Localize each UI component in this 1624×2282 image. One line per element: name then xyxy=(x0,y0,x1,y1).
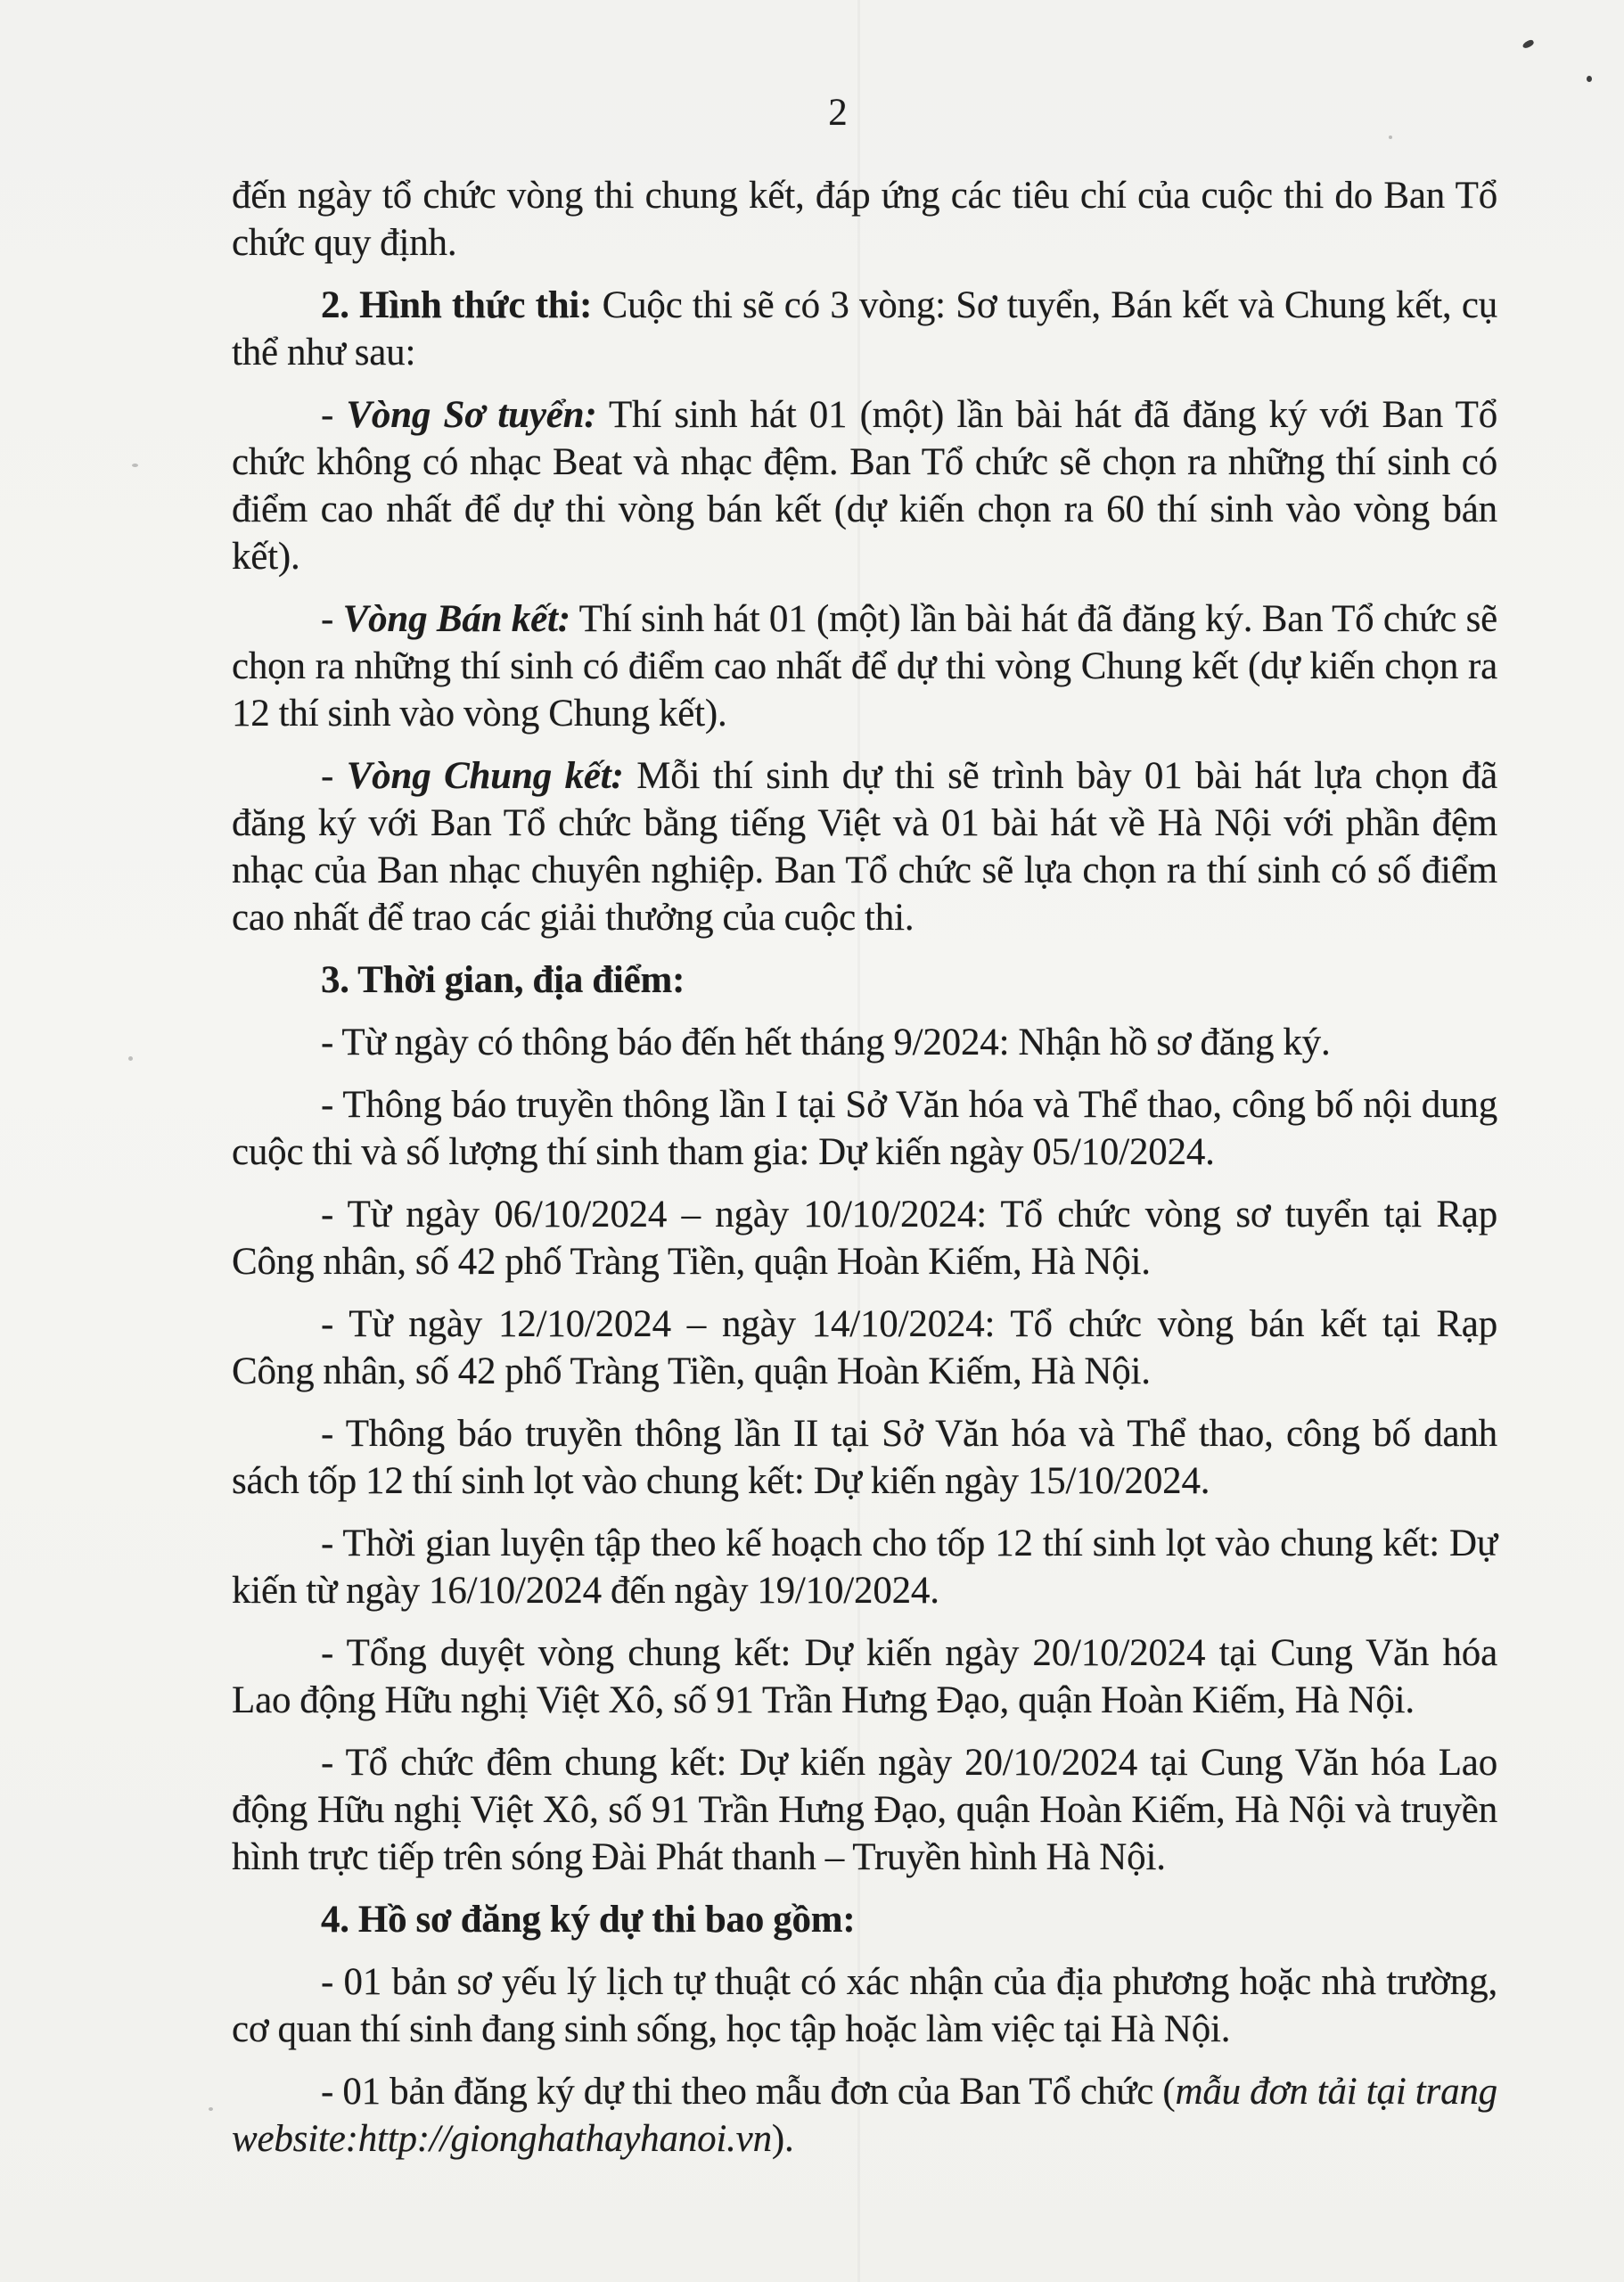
text-run: - xyxy=(321,598,343,640)
ink-speck xyxy=(1389,135,1392,139)
text-run: mẫu đơn tải tại trang website:http://gionghathayhanoi.vn xyxy=(232,2071,1497,2160)
para-tong-duyet xyxy=(232,1629,1497,1724)
text-run: - xyxy=(321,394,347,436)
para-thoi-gian-luyen-tap xyxy=(232,1520,1497,1614)
text-run: 4. Hồ sơ đăng ký dự thi bao gồm: xyxy=(321,1899,856,1941)
document-body xyxy=(232,172,1497,2178)
text-run: đến ngày tổ chức vòng thi chung kết, đáp ứng các tiêu chí của cuộc thi do Ban Tổ chức quy định. xyxy=(232,175,1497,264)
ink-speck xyxy=(209,2107,213,2111)
para-truyen-thong-lan-2 xyxy=(232,1410,1497,1505)
text-run: - 01 bản đăng ký dự thi theo mẫu đơn của Ban Tổ chức ( xyxy=(321,2071,1176,2113)
text-run: ). xyxy=(771,2118,794,2160)
para-lich-vong-ban-ket xyxy=(232,1301,1497,1395)
para-truyen-thong-lan-1 xyxy=(232,1081,1497,1176)
text-run: - Từ ngày có thông báo đến hết tháng 9/2024: Nhận hồ sơ đăng ký. xyxy=(321,1022,1331,1063)
para-don-dang-ky xyxy=(232,2068,1497,2163)
para-vong-so-tuyen xyxy=(232,391,1497,580)
para-section-3-thoi-gian-dia-diem xyxy=(232,956,1497,1004)
ink-speck xyxy=(1521,39,1535,50)
para-vong-chung-ket xyxy=(232,752,1497,941)
text-run: - Từ ngày 06/10/2024 – ngày 10/10/2024: Tổ chức vòng sơ tuyển tại Rạp Công nhân, số 42 phố Tràng Tiền, quận Hoàn Kiếm, Hà Nội. xyxy=(232,1194,1497,1283)
text-run: - 01 bản sơ yếu lý lịch tự thuật có xác nhận của địa phương hoặc nhà trường, cơ quan thí sinh đang sinh sống, học tập hoặc làm việc tại Hà Nội. xyxy=(232,1961,1497,2050)
ink-speck xyxy=(128,1056,133,1061)
text-run: Cuộc thi sẽ có 3 vòng: Sơ tuyển, Bán kết và Chung kết, cụ thể như sau: xyxy=(232,284,1498,373)
text-run: Mỗi thí sinh dự thi sẽ trình bày 01 bài hát lựa chọn đã đăng ký với Ban Tổ chức bằng tiếng Việt và 01 bài hát về Hà Nội với phần đệm nhạc của Ban nhạc chuyên nghiệp. Ban Tổ chức sẽ lựa chọn ra thí sinh có số điểm cao nhất để trao các giải thưởng của cuộc thi. xyxy=(232,755,1497,939)
text-run: Thí sinh hát 01 (một) lần bài hát đã đăng ký. Ban Tổ chức sẽ chọn ra những thí sinh có điểm cao nhất để dự thi vòng Chung kết (dự kiến chọn ra 12 thí sinh vào vòng Chung kết). xyxy=(232,598,1497,735)
text-run: 2. Hình thức thi: xyxy=(321,284,593,326)
para-section-4-ho-so-dang-ky xyxy=(232,1896,1497,1943)
para-lich-vong-so-tuyen xyxy=(232,1191,1497,1285)
para-nhan-ho-so xyxy=(232,1019,1497,1066)
para-so-yeu-ly-lich xyxy=(232,1958,1497,2053)
text-run: 3. Thời gian, địa điểm: xyxy=(321,959,685,1001)
text-run: Vòng Chung kết: xyxy=(346,755,624,797)
text-run: - Thông báo truyền thông lần I tại Sở Văn hóa và Thể thao, công bố nội dung cuộc thi và số lượng thí sinh tham gia: Dự kiến ngày 05/10/2024. xyxy=(232,1084,1497,1173)
para-vong-ban-ket xyxy=(232,595,1497,737)
para-continuation xyxy=(232,172,1497,267)
page-number: 2 xyxy=(828,92,848,134)
ink-speck xyxy=(1587,76,1592,82)
text-run: Vòng Sơ tuyển: xyxy=(346,394,597,436)
text-run: Vòng Bán kết: xyxy=(342,598,570,640)
text-run: Thí sinh hát 01 (một) lần bài hát đã đăng ký với Ban Tổ chức không có nhạc Beat và nhạc đệm. Ban Tổ chức sẽ chọn ra những thí sinh có điểm cao nhất để dự thi vòng bán kết (dự kiến chọn ra 60 thí sinh vào vòng bán kết). xyxy=(232,394,1497,578)
text-run: - Thời gian luyện tập theo kế hoạch cho tốp 12 thí sinh lọt vào chung kết: Dự kiến từ ngày 16/10/2024 đến ngày 19/10/2024. xyxy=(232,1523,1497,1612)
ink-speck xyxy=(132,464,138,467)
text-run: - Tổng duyệt vòng chung kết: Dự kiến ngày 20/10/2024 tại Cung Văn hóa Lao động Hữu nghị Việt Xô, số 91 Trần Hưng Đạo, quận Hoàn Kiếm, Hà Nội. xyxy=(232,1632,1497,1721)
text-run: - xyxy=(321,755,347,797)
text-run: - Từ ngày 12/10/2024 – ngày 14/10/2024: Tổ chức vòng bán kết tại Rạp Công nhân, số 42 phố Tràng Tiền, quận Hoàn Kiếm, Hà Nội. xyxy=(232,1303,1497,1392)
para-section-2-hinh-thuc-thi xyxy=(232,282,1497,376)
text-run: - Thông báo truyền thông lần II tại Sở Văn hóa và Thể thao, công bố danh sách tốp 12 thí sinh lọt vào chung kết: Dự kiến ngày 15/10/2024. xyxy=(232,1413,1497,1502)
text-run: - Tổ chức đêm chung kết: Dự kiến ngày 20/10/2024 tại Cung Văn hóa Lao động Hữu nghị Việt Xô, số 91 Trần Hưng Đạo, quận Hoàn Kiếm, Hà Nội và truyền hình trực tiếp trên sóng Đài Phát thanh – Truyền hình Hà Nội. xyxy=(232,1742,1497,1878)
para-dem-chung-ket xyxy=(232,1739,1497,1881)
